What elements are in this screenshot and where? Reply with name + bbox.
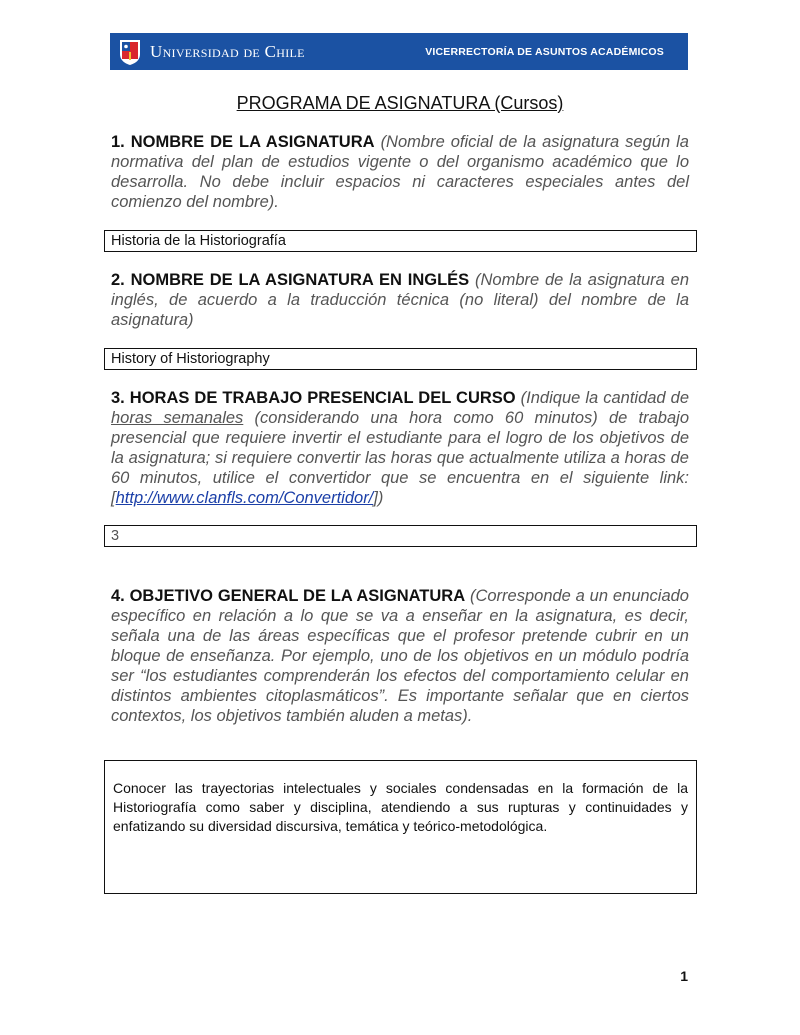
section-text [111, 132, 689, 212]
answer-box-nombre-ingles: History of Historiography [104, 348, 697, 370]
section-description: (Nombre de la asignatura en inglés, de acuerdo a la traducción técnica (no literal) del nombre de la asignatura) [111, 271, 690, 329]
description-part: (Indique la cantidad de [515, 389, 689, 407]
university-name: Universidad de Chile [150, 41, 305, 61]
underlined-phrase: horas semanales [111, 409, 244, 427]
convertidor-link[interactable]: http://www.clanfls.com/Convertidor/ [115, 489, 374, 507]
section-heading: 1. NOMBRE DE LA ASIGNATURA [111, 133, 375, 151]
section-nombre-ingles [111, 270, 689, 330]
section-horas-trabajo [111, 388, 689, 508]
section-description: (Nombre oficial de la asignatura según la normativa del plan de estudios vigente o del organismo académico que lo desarrolla. No debe incluir espacios ni caracteres especiales antes del comienzo del nombre). [111, 133, 689, 211]
page-number: 1 [680, 968, 688, 984]
answer-box-nombre: Historia de la Historiografía [104, 230, 697, 252]
answer-box-horas: 3 [104, 525, 697, 547]
section-text [111, 388, 689, 508]
banner-brand [118, 38, 305, 66]
section-heading: 3. HORAS DE TRABAJO PRESENCIAL DEL CURSO [111, 389, 516, 407]
section-text [111, 586, 689, 726]
section-text [111, 270, 689, 330]
page-title: PROGRAMA DE ASIGNATURA (Cursos) [236, 93, 564, 113]
section-nombre-asignatura [111, 132, 689, 212]
vicerrectoria-name: VICERRECTORÍA DE ASUNTOS ACADÉMICOS [425, 45, 664, 58]
university-seal-icon [118, 38, 142, 66]
section-description: (Corresponde a un enunciado específico en relación a lo que se va a enseñar en la asignatura, es decir, señala una de las áreas específicas que el profesor pretende cubrir en un bloque de enseñanza. Por ejemplo, uno de los objetivos en un módulo podría ser “los estudiantes comprenderán los efectos del comportamiento celular en distintos ambientes citoplasmáticos”. Es importante señalar que en ciertos contextos, los objetivos también aluden a metas). [111, 587, 689, 725]
objetivo-text: Conocer las trayectorias intelectuales y sociales condensadas en la formación de la Historiografía como saber y disciplina, atendiendo a sus rupturas y continuidades y enfatizando su diversidad discursiva, temática y teórico-metodológica. [113, 780, 688, 834]
answer-box-objetivo [104, 760, 697, 894]
description-part: ]) [373, 489, 384, 507]
description-part: (considerando una hora como 60 minutos) de trabajo presencial que requiere invertir el estudiante para el logro de los objetivos de la asignatura; si requiere convertir las horas que actualmente utiliza a horas de 60 minutos, utilice el convertidor que se encuentra en el siguiente link: [ [111, 409, 689, 507]
section-heading: 2. NOMBRE DE LA ASIGNATURA EN INGLÉS [111, 271, 470, 289]
section-heading: 4. OBJETIVO GENERAL DE LA ASIGNATURA [111, 587, 466, 605]
section-objetivo-general [111, 586, 689, 726]
header-banner [110, 33, 688, 70]
